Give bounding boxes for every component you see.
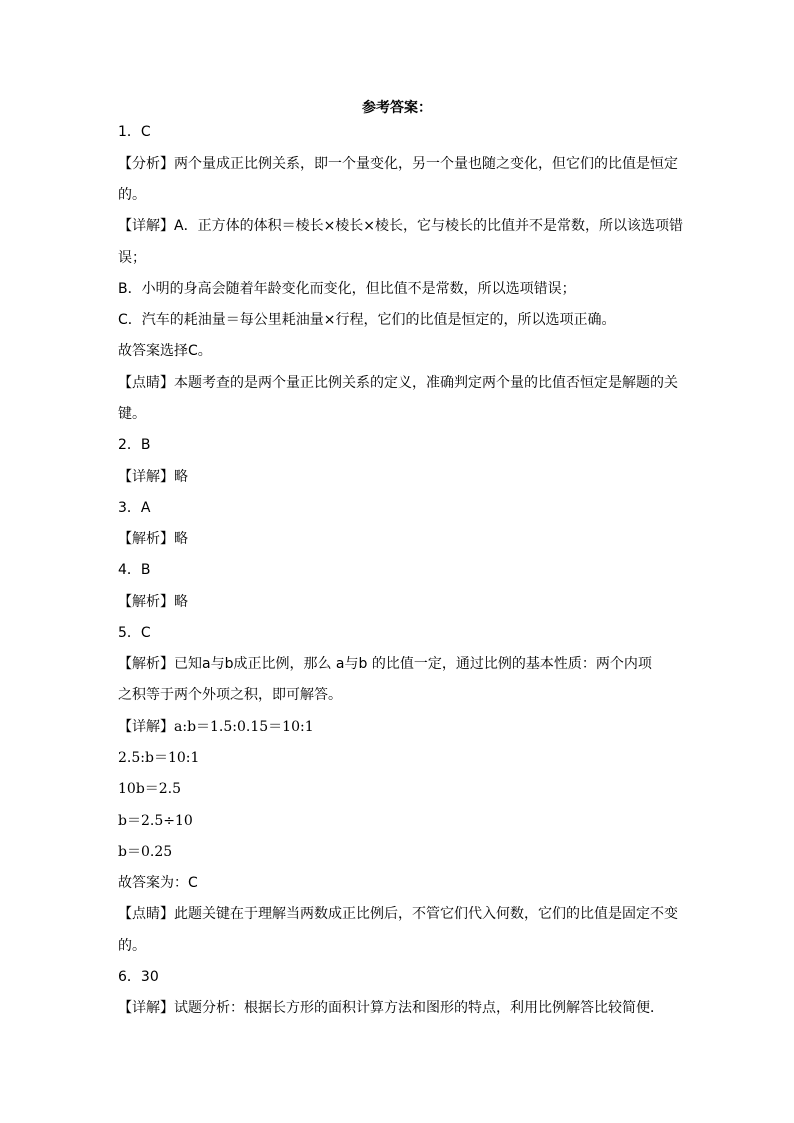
answer-2: 2．B: [118, 437, 151, 453]
analysis-1: 【分析】两个量成正比例关系，即一个量变化，另一个量也随之变化，但它们的比值是恒定: [118, 156, 678, 172]
detail-5-step-1: 2.5:b＝10:1: [118, 750, 200, 766]
comment-1: 【点睛】本题考查的是两个量正比例关系的定义，准确判定两个量的比值否恒定是解题的关: [118, 375, 678, 391]
explanation-5: 【解析】已知a与b成正比例，那么 a与b 的比值一定，通过比例的基本性质：两个内项: [118, 656, 652, 672]
answer-4: 4．B: [118, 562, 151, 578]
conclusion-1: 故答案选择C。: [118, 343, 212, 359]
detail-6: 【详解】试题分析：根据长方形的面积计算方法和图形的特点，利用比例解答比较简便．: [118, 1000, 664, 1016]
detail-5-ratio: 【详解】a:b＝1.5:0.15＝10:1: [118, 719, 314, 735]
detail-5-step-3: b＝2.5÷10: [118, 813, 193, 829]
detail-1-cont: 误；: [118, 250, 146, 266]
option-c: C．汽车的耗油量＝每公里耗油量×行程，它们的比值是恒定的，所以选项正确。: [118, 312, 616, 328]
comment-1-cont: 键。: [118, 406, 146, 422]
detail-1: 【详解】A．正方体的体积＝棱长×棱长×棱长，它与棱长的比值并不是常数，所以该选项错: [118, 218, 684, 234]
comment-5: 【点睛】此题关键在于理解当两数成正比例后，不管它们代入何数，它们的比值是固定不变: [118, 906, 678, 922]
explanation-4: 【解析】略: [118, 594, 188, 610]
detail-2: 【详解】略: [118, 469, 188, 485]
explanation-3: 【解析】略: [118, 531, 188, 547]
option-b: B．小明的身高会随着年龄变化而变化，但比值不是常数，所以选项错误；: [118, 281, 576, 297]
detail-5-step-2: 10b＝2.5: [118, 781, 182, 797]
answer-1: 1．C: [118, 124, 151, 140]
conclusion-5: 故答案为：C: [118, 875, 198, 891]
comment-5-cont: 的。: [118, 938, 146, 954]
answer-3: 3．A: [118, 500, 151, 516]
analysis-1-cont: 的。: [118, 187, 146, 203]
answer-5: 5．C: [118, 625, 151, 641]
detail-5-step-4: b＝0.25: [118, 844, 173, 860]
explanation-5-cont: 之积等于两个外项之积，即可解答。: [118, 687, 342, 703]
answer-key-title: 参考答案：: [362, 100, 432, 116]
answer-6: 6．30: [118, 969, 159, 985]
